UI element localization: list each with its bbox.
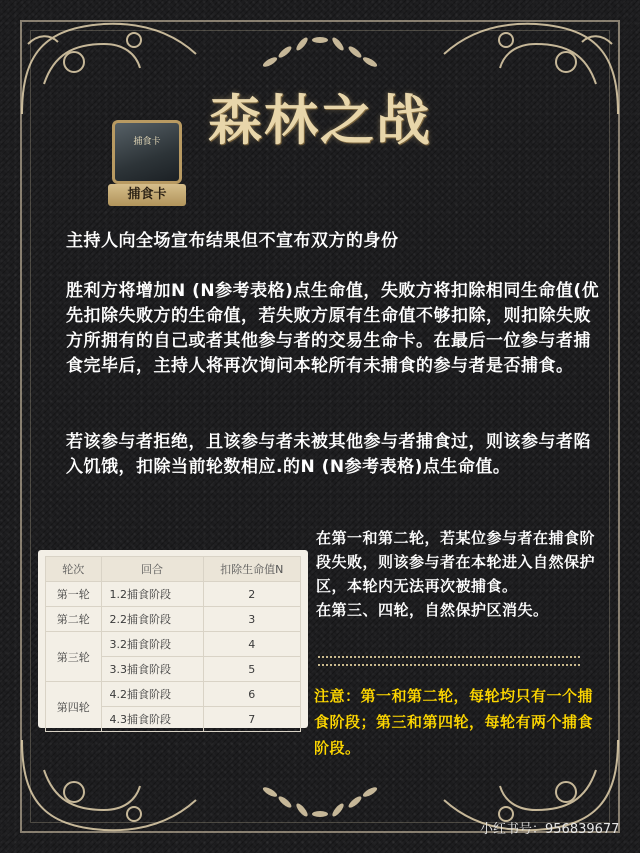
- deduction-table-card: [38, 550, 308, 728]
- predation-card: [108, 120, 186, 210]
- stage-cell: 4.3捕食阶段: [101, 707, 203, 732]
- deduction-cell: 7: [203, 707, 301, 732]
- stage-cell: 3.2捕食阶段: [101, 632, 203, 657]
- table-row: [46, 632, 301, 657]
- stage-cell: 3.3捕食阶段: [101, 657, 203, 682]
- side-note-nature-reserve: 在第一和第二轮，若某位参与者在捕食阶段失败，则该参与者在本轮进入自然保护区，本轮内无法再次被捕食。 在第三、四轮，自然保护区消失。: [316, 529, 596, 619]
- stage-cell: 1.2捕食阶段: [101, 582, 203, 607]
- paragraph-rules: 胜利方将增加N (N参考表格)点生命值，失败方将扣除相同生命值(优先扣除失败方的生命值，若失败方原有生命值不够扣除，则扣除失败方所拥有的自己或者其他参与者的交易生命卡。在最后一位参与者捕食完毕后，主持人将再次询问本轮所有未捕食的参与者是否捕食。: [66, 281, 600, 376]
- round-cell: 第一轮: [46, 582, 102, 607]
- table-row: [46, 607, 301, 632]
- laurel-bottom-icon: [230, 772, 410, 832]
- deduction-cell: 4: [203, 632, 301, 657]
- round-cell: 第四轮: [46, 682, 102, 732]
- corner-ornament-bottom-left-icon: [14, 730, 204, 840]
- card-artwork: [112, 120, 182, 184]
- note-highlight: 注意：第一和第二轮，每轮均只有一个捕食阶段；第三和第四轮，每轮有两个捕食阶段。: [314, 687, 594, 757]
- card-label: 捕食卡: [108, 184, 186, 206]
- corner-ornament-top-left-icon: [14, 14, 204, 124]
- deduction-cell: 6: [203, 682, 301, 707]
- table-row: [46, 682, 301, 707]
- deduction-cell: 5: [203, 657, 301, 682]
- stage-cell: 4.2捕食阶段: [101, 682, 203, 707]
- table-row: [46, 582, 301, 607]
- round-cell: 第三轮: [46, 632, 102, 682]
- paragraph-announcement: 主持人向全场宣布结果但不宣布双方的身份: [66, 231, 399, 251]
- stage-cell: 2.2捕食阶段: [101, 607, 203, 632]
- corner-ornament-top-right-icon: [436, 14, 626, 124]
- paragraph-starvation: 若该参与者拒绝，且该参与者未被其他参与者捕食过，则该参与者陷入饥饿，扣除当前轮数相应.的N (N参考表格)点生命值。: [66, 432, 591, 477]
- dotted-divider: [318, 656, 580, 666]
- column-header-round: 轮次: [46, 557, 102, 582]
- laurel-top-icon: [230, 22, 410, 82]
- round-cell: 第二轮: [46, 607, 102, 632]
- deduction-cell: 3: [203, 607, 301, 632]
- table-header-row: [46, 557, 301, 582]
- deduction-table: [45, 556, 301, 732]
- column-header-deduction: 扣除生命值N: [203, 557, 301, 582]
- watermark: 小红书号：956839677: [480, 822, 620, 837]
- card-artwork-text: 捕食卡: [133, 137, 161, 147]
- deduction-cell: 2: [203, 582, 301, 607]
- column-header-stage: 回合: [101, 557, 203, 582]
- page-title: 森林之战: [208, 88, 432, 152]
